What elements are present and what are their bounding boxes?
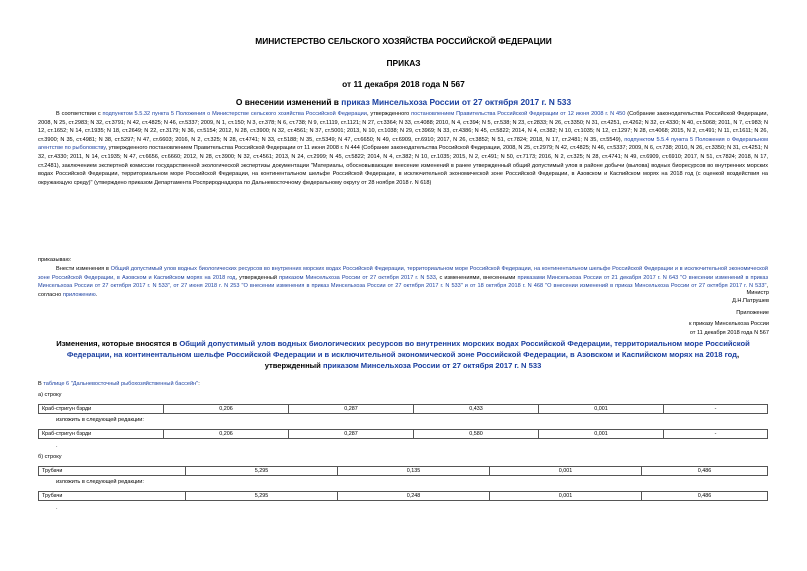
value-cell: 0,206 [164,430,289,439]
value-cell: 0,206 [164,405,289,414]
order-link-4[interactable]: приложению [62,291,96,298]
order-paragraph [38,265,768,299]
preamble-text-3: (Собрание законодательства Российской Федерации, 2008, N 25, ст.2983; N 32, ст.3791; N 42, ст.4825; N 46, ст.5337; 2009, N 1, ст.150; N 3, ст.378; N 6, ст.738; N 9, ст.1119, ст.1121; N 27, ст.3364; N 33, ст.4088; 2010, N 4, ст.394; N 5, ст.538; N 23, ст.2833; N 26, ст.3350; N 31, ст.4251, ст.4262; N 32, ст.4330; N 40, ст.5068; 2011, N 7, ст.983; N 12, ст.1652; N 14, ст.1935; N 18, ст.2649; N 22, ст.3179; N 36, ст.5154; 2012, N 28, ст.3900; N 32, ст.4561; N 37, ст.5001; 2013, N 10, ст.1038; N 29, ст.3969; N 33, ст.4386; N 45, ст.5822; 2014, N 4, ст.382; N 10, ст.1035; N 12, ст.1297; N 28, ст.4068; 2015, N 2, ст.491; N 11, ст.1611; N 26, ст.3900; N 35, ст.4981; N 38, ст.5297; N 47, ст.6603; 2016, N 2, ст.325; N 28, ст.4741; N 33, ст.5188; N 35, ст.5349; N 47, ст.6650; N 49, ст.6909, ст.6910; 2017, N 26, ст.3852; N 51, ст.7824; 2018, N 17, ст.2481; N 35, ст.5549), [38,111,768,143]
ministry-heading: МИНИСТЕРСТВО СЕЛЬСКОГО ХОЗЯЙСТВА РОССИЙСКОЙ ФЕДЕРАЦИИ [255,36,552,46]
dot-b: . [56,505,58,511]
changes-title-link-2[interactable]: приказом Минсельхоза России от 27 октября 2017 г. N 533 [322,360,542,370]
order-text-4: , согласно [38,283,768,298]
state-new-b: изложить в следующей редакции: [56,479,144,485]
value-cell: 0,135 [338,467,490,476]
subject-link[interactable]: приказ Минсельхоза России от 27 октября 2017 г. N 533 [341,97,572,107]
changes-title-link-1[interactable]: Общий допустимый улов водных биологических ресурсов во внутренних морских водах Российской Федерации, территориальном море Российской Федерации, на континентальном шельфе Российской Федерации и в исключительной экономической зоне Российской Федерации, в Азовском и Каспийском морях на 2018 год [66,339,750,359]
table-reference-line [38,381,200,388]
regulation-link-3[interactable]: подпунктом 5.5.4 пункта 5 Положения о Федеральном агентстве по рыболовству [38,136,768,152]
species-cell: Трубачи [39,467,186,476]
order-link-3[interactable]: приказами Минсельхоза России от 21 декабря 2017 г. N 643 "О внесении изменений в приказ Минсельхоза России от 27 октября 2017 г. N 533", от 27 июня 2018 г. N 253 "О внесении изменения в приказ Минсельхоза России от 27 октября 2017 г. N 533" и от 18 октября 2018 г. N 468 "О внесении изменений в приказ Минсельхоза России от 27 октября 2017 г. N 533" [38,274,769,290]
order-link-1[interactable]: Общий допустимый улов водных биологических ресурсов во внутренних морских водах Российской Федерации, территориальном море Российской Федерации, на континентальном шельфе Российской Федерации и в исключительной экономической зоне Российской Федерации, в Азовском и Каспийском морях на 2018 год [38,266,768,281]
appendix-label: Приложение [736,310,769,316]
table-row [39,467,768,476]
order-text-3: , с изменениями, внесенными [435,274,518,281]
regulation-link-2[interactable]: постановлением Правительства Российской Федерации от 12 июня 2008 г. N 450 [411,111,626,117]
ordered-word: приказываю: [38,257,72,263]
table-reference-link[interactable]: таблице 6 "Дальневосточный рыбохозяйственный бассейн" [43,381,199,387]
changes-title-text-1: Изменения, которые вносятся в [56,339,180,348]
value-cell: - [664,430,768,439]
value-cell: 5,295 [186,492,338,501]
preamble-text-2: , утвержденного [366,111,412,117]
preamble-paragraph [38,110,768,187]
value-cell: 5,295 [186,467,338,476]
preamble-text-1: В соответствии с [56,111,103,117]
table-row [39,492,768,501]
subject-prefix: О внесении изменений в [235,97,342,107]
item-b-label: б) строку [38,454,62,460]
row-b-old-table [38,466,768,476]
doc-subject [0,97,807,107]
value-cell: 0,001 [539,405,664,414]
species-cell: Краб-стригун бэрди [39,430,164,439]
value-cell: 0,287 [289,430,414,439]
value-cell: 0,486 [642,492,768,501]
value-cell: 0,001 [490,492,642,501]
item-a-label: а) строку [38,392,62,398]
preamble-text-4: , утвержденного постановлением Правительства Российской Федерации от 11 июня 2008 г. N 444 (Собрание законодательства Российской Федерации, 2008, N 25, ст.2979; N 42, ст.4825; N 46, ст.5337; 2009, N 6, ст.738; 2010, N 26, ст.3350; N 31, ст.4251; N 32, ст.4330; 2011, N 14, ст.1935; N 47, ст.6656, ст.6660; 2012, N 28, ст.3900; N 32, ст.4561; 2013, N 24, ст.2999; N 45, ст.5822; 2014, N 4, ст.382; N 10, ст.1035; 2015, N 2, ст.491; N 50, ст.7173; 2016, N 2, ст.325; N 28, ст.4741; N 49, ст.6909, ст.6910; 2017, N 51, ст.7824; 2018, N 17, ст.2481), заключением экспертной комиссии государственной экологической экспертизы документации "Материалы, обосновывающие внесение изменений в ранее утвержденный общий допустимый улов в районе добычи (вылова) водных биоресурсов во внутренних морских водах Российской Федерации, территориальном море Российской Федерации, на континентальном шельфе Российской Федерации, в исключительной экономической зоне Российской Федерации, в Азовском и Каспийском морях на 2018 год (с оценкой воздействия на окружающую среду)" (утверждено приказом Департамента Росприроднадзора по Дальневосточному федеральному округу от 28 ноября 2018 г. N 618) [38,145,769,186]
table-ref-prefix: В [38,381,44,387]
species-cell: Трубачи [39,492,186,501]
doc-date: от 11 декабря 2018 года N 567 [342,79,465,89]
table-row [39,430,768,439]
changes-title [48,339,758,371]
doc-type-heading: ПРИКАЗ [386,58,421,68]
order-text-1: Внести изменения в [56,266,111,272]
appendix-date: от 11 декабря 2018 года N 567 [689,330,769,336]
signer-name: Д.Н.Патрушев [732,298,769,304]
value-cell: 0,486 [642,467,768,476]
value-cell: 0,001 [539,430,664,439]
row-a-old-table [38,404,768,414]
value-cell: 0,580 [414,430,539,439]
row-b-new-table [38,491,768,501]
value-cell: 0,287 [289,405,414,414]
table-row [39,405,768,414]
table-ref-colon: : [198,381,200,387]
appendix-order: к приказу Минсельхоза России [689,321,769,327]
order-link-2[interactable]: приказом Минсельхоза России от 27 октября 2017 г. N 533 [279,274,436,281]
regulation-link-1[interactable]: подпунктом 5.5.32 пункта 5 Положения о Министерстве сельского хозяйства Российской Федерации [102,111,367,117]
order-text-5: . [95,291,98,298]
state-new-a: изложить в следующей редакции: [56,417,144,423]
signer-role: Министр [746,290,769,296]
value-cell: 0,248 [338,492,490,501]
value-cell: 0,433 [414,405,539,414]
row-a-new-table [38,429,768,439]
species-cell: Краб-стригун бэрди [39,405,164,414]
order-text-2: , утвержденный [235,274,280,281]
changes-title-text-2: , утвержденный [264,349,740,370]
value-cell: - [664,405,768,414]
dot-a: . [56,443,58,449]
value-cell: 0,001 [490,467,642,476]
